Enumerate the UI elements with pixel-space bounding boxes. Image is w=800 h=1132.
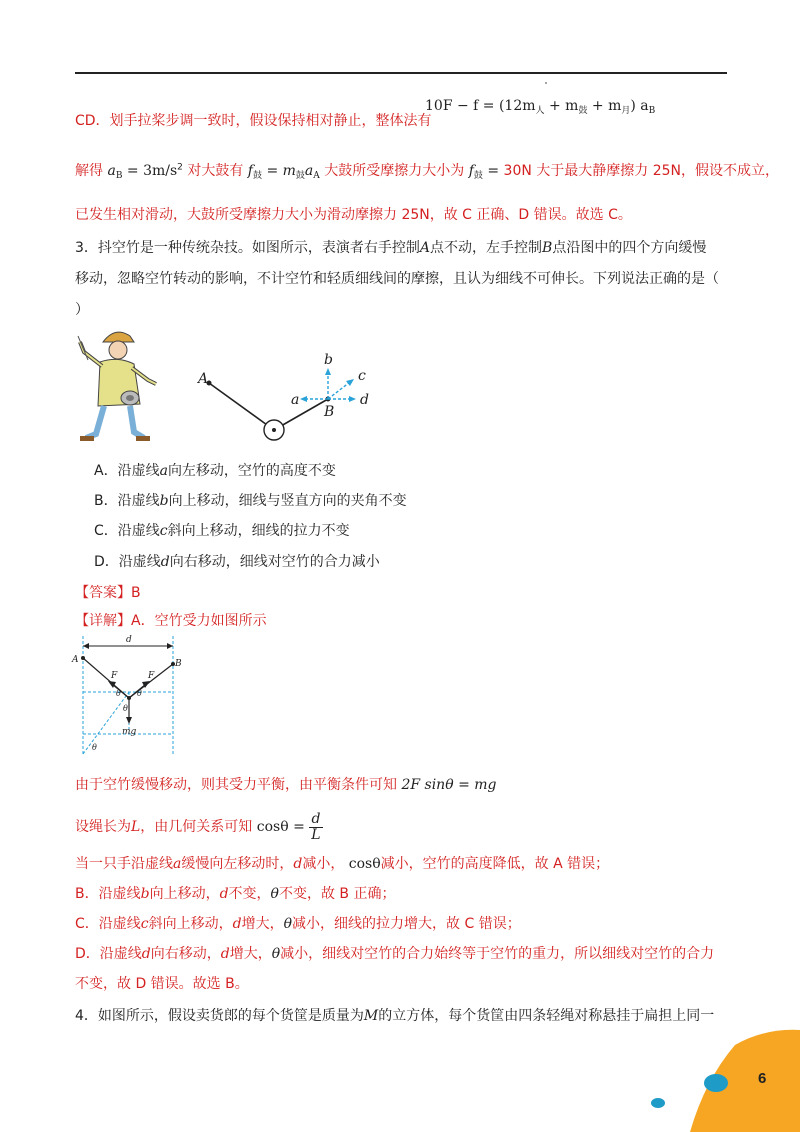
option-A: A．沿虚线a向左移动，空竹的高度不变 (94, 463, 336, 479)
label-A: A (198, 371, 209, 387)
detail-line: 【详解】A．空竹受力如图所示 (75, 613, 267, 629)
solve-line: 解得 $a_B = 3m/s^2$ 对大鼓有 $f_鼓 = m_鼓a_A$ 大鼓所受摩擦力大小为 $f_鼓 = 30N$ 大于最大静摩擦力 25N，假设不成立， (75, 162, 780, 181)
fig2-label-d: d (126, 635, 132, 645)
fig2-theta-2: θ (137, 689, 142, 698)
option-C: C．沿虚线c斜向上移动，细线的拉力不变 (94, 523, 350, 539)
explain-line-1: 由于空竹缓慢移动，则其受力平衡，由平衡条件可知 2F sinθ = mg (75, 777, 497, 793)
page-number: 6 (758, 1070, 767, 1087)
cd-line: CD．划手拉桨步调一致时，假设保持相对静止，整体法有 (75, 113, 432, 129)
explain-line-5: C．沿虚线c斜向上移动，d增大，θ减小，细线的拉力增大，故 C 错误； (75, 916, 521, 932)
fig2-theta-4: θ (92, 743, 97, 752)
option-D: D．沿虚线d向右移动，细线对空竹的合力减小 (94, 554, 380, 570)
fig2-label-F1: F (111, 671, 118, 681)
explain-line-6: D．沿虚线d向右移动，d增大，θ减小，细线对空竹的合力始终等于空竹的重力，所以细线对空竹的合力 (75, 946, 715, 962)
option-B: B．沿虚线b向上移动，细线与竖直方向的夹角不变 (94, 493, 407, 509)
explain-line-2: 设绳长为L，由几何关系可知 cosθ = $\frac{d}{L}$ (75, 811, 321, 843)
q4-line: 4．如图所示，假设卖货郎的每个货筐是质量为M的立方体，每个货筐由四条轻绳对称悬挂于扁担上同一 (75, 1008, 715, 1024)
label-B: B (324, 404, 335, 420)
conclusion-line: 已发生相对滑动，大鼓所受摩擦力大小为滑动摩擦力 25N，故 C 正确、D 错误。故选 C。 (75, 207, 632, 223)
explain-line-4: B．沿虚线b向上移动，d不变，θ不变，故 B 正确； (75, 886, 396, 902)
fig2-theta-1: θ (116, 689, 121, 698)
q3-line3: ） (75, 302, 89, 318)
corner-dot-small (651, 1098, 665, 1108)
label-c: c (358, 368, 366, 384)
explain-line-7: 不变，故 D 错误。故选 B。 (75, 976, 249, 992)
answer-line: 【答案】B (75, 585, 141, 601)
fig2-label-mg: mg (122, 727, 137, 737)
corner-dot-large (704, 1074, 728, 1092)
fig2-label-A: A (72, 655, 79, 665)
label-a: a (291, 392, 300, 408)
label-b: b (324, 352, 333, 368)
fig2-theta-3: θ (123, 704, 128, 713)
q3-line2: 移动，忽略空竹转动的影响，不计空竹和轻质细线间的摩擦，且认为细线不可伸长。下列说法正确的是（ (75, 271, 719, 287)
cd-formula: $10F - f = (12m_人 + m_鼓 + m_月)$ $a_B$ (425, 98, 656, 116)
explain-line-3: 当一只手沿虚线a缓慢向左移动时，d减小， cosθ减小，空竹的高度降低，故 A 错误； (75, 856, 610, 872)
q3-line1: 3．抖空竹是一种传统杂技。如图所示，表演者右手控制A点不动，左手控制B点沿图中的四个方向缓慢 (75, 240, 707, 256)
fig2-label-B: B (175, 659, 182, 669)
cos-fraction: $\frac{d}{L}$ (311, 811, 321, 843)
fig2-label-F2: F (148, 671, 155, 681)
label-d: d (360, 392, 369, 408)
